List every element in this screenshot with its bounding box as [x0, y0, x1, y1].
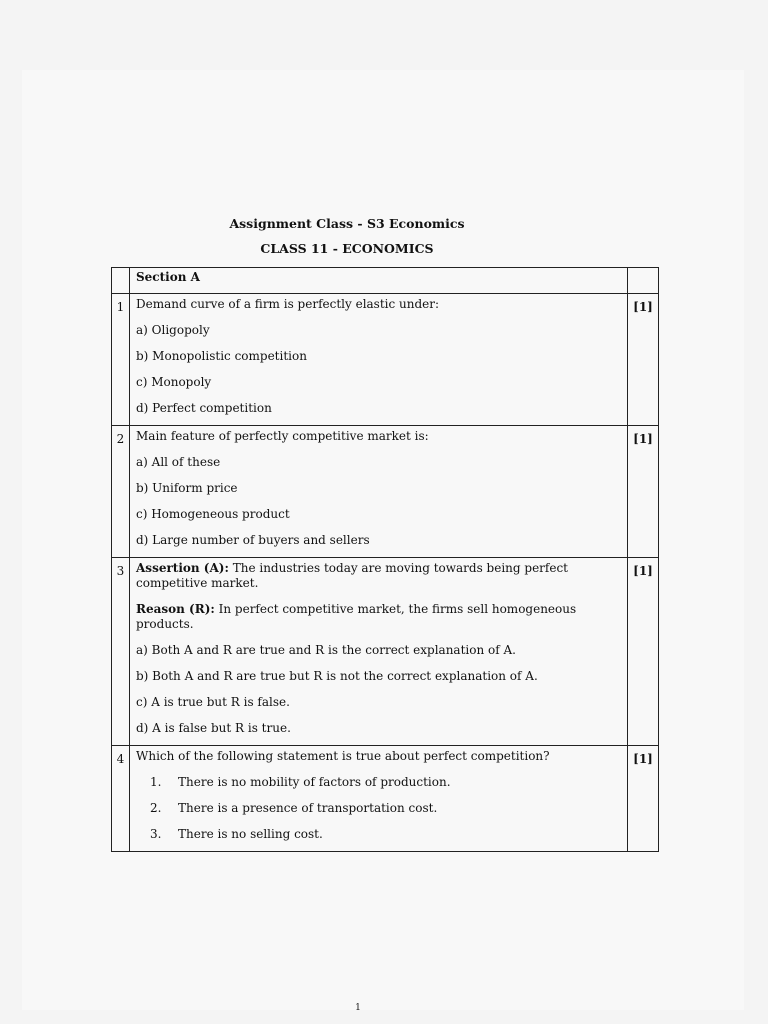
marks-label: [1] — [628, 746, 659, 852]
option: a) Both A and R are true and R is the correct explanation of A. — [136, 643, 516, 657]
question-text: Demand curve of a firm is perfectly elastic under: — [136, 297, 440, 311]
question-number: 3 — [112, 558, 130, 746]
document-title: Assignment Class - S3 Economics — [229, 216, 465, 231]
question-text: Main feature of perfectly competitive market is: — [136, 429, 429, 443]
option: a) All of these — [136, 455, 221, 469]
option: c) Homogeneous product — [136, 507, 290, 521]
list-item-number: 2. — [150, 801, 162, 815]
option: c) A is true but R is false. — [136, 695, 290, 709]
question-number: 4 — [112, 746, 130, 852]
marks-label: [1] — [628, 294, 659, 426]
document-subtitle: CLASS 11 - ECONOMICS — [260, 241, 434, 256]
reason-label: Reason (R): — [136, 602, 215, 616]
option: b) Monopolistic competition — [136, 349, 307, 363]
marks-label: [1] — [628, 558, 659, 746]
list-item-text: There is no selling cost. — [178, 827, 323, 841]
list-item-text: There is no mobility of factors of production. — [178, 775, 451, 789]
list-item-number: 1. — [150, 775, 162, 789]
option: d) A is false but R is true. — [136, 721, 291, 735]
reason-text: In perfect competitive market, the firms sell homogeneous products. — [136, 602, 577, 631]
list-item — [150, 801, 621, 816]
section-row — [112, 268, 659, 294]
option: b) Uniform price — [136, 481, 238, 495]
assertion-label: Assertion (A): — [136, 561, 229, 575]
numbered-list — [136, 775, 621, 842]
question-text: Which of the following statement is true about perfect competition? — [136, 749, 550, 763]
list-item-text: There is a presence of transportation cost. — [178, 801, 438, 815]
question-row — [112, 746, 659, 852]
question-number: 2 — [112, 426, 130, 558]
reason — [136, 602, 621, 632]
option: d) Perfect competition — [136, 401, 272, 415]
list-item — [150, 827, 621, 842]
question-row — [112, 558, 659, 746]
assertion-text: The industries today are moving towards being perfect competitive market. — [136, 561, 569, 590]
assertion — [136, 561, 621, 591]
questions-table — [111, 267, 659, 852]
question-row — [112, 294, 659, 426]
option: d) Large number of buyers and sellers — [136, 533, 370, 547]
marks-label: [1] — [628, 426, 659, 558]
list-item — [150, 775, 621, 790]
question-row — [112, 426, 659, 558]
question-number: 1 — [112, 294, 130, 426]
section-label: Section A — [130, 268, 628, 294]
option: c) Monopoly — [136, 375, 212, 389]
option: a) Oligopoly — [136, 323, 210, 337]
page-number: 1 — [355, 1003, 361, 1013]
list-item-number: 3. — [150, 827, 162, 841]
option: b) Both A and R are true but R is not the correct explanation of A. — [136, 669, 538, 683]
